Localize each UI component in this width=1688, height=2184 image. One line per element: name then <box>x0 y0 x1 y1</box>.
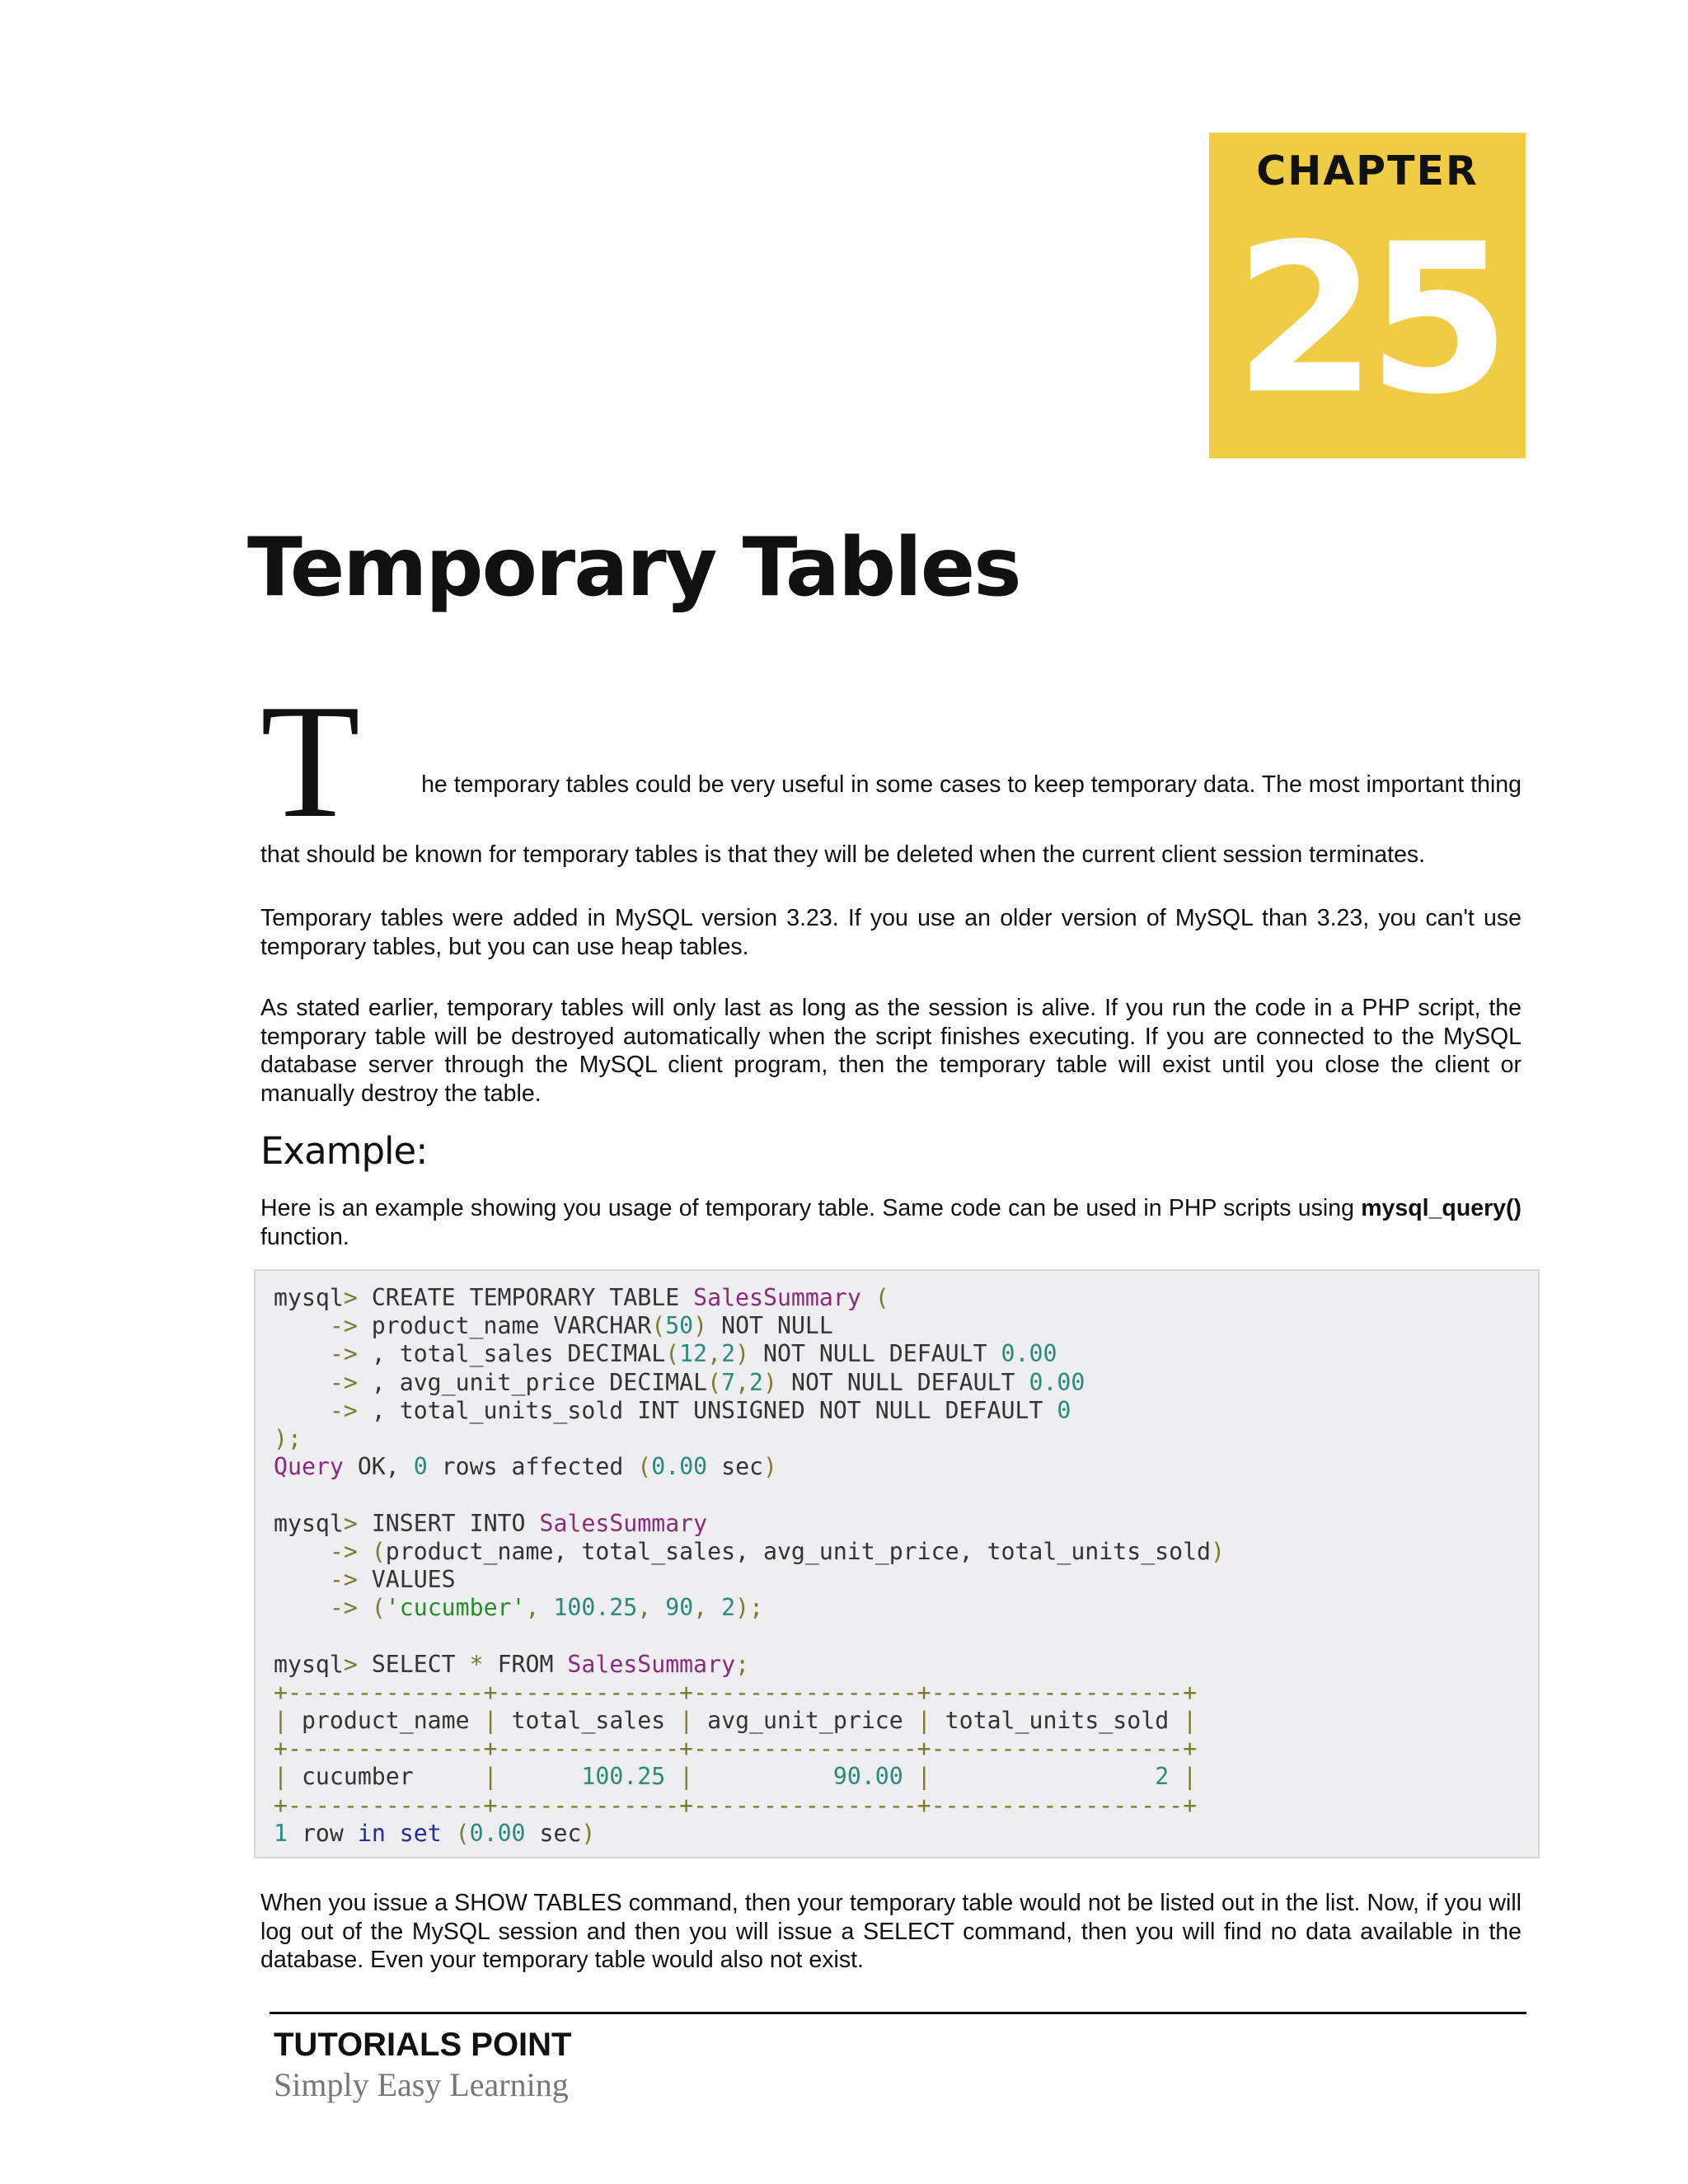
paragraph-show-tables: When you issue a SHOW TABLES command, then your temporary table would not be listed out in the list. Now, if you will log out of the MySQL session and then you will issue a SELECT command, then you will find no data available in the database. Even your temporary table would also not exist. <box>260 1890 1522 1973</box>
code-line: -> , total_units_sold INT UNSIGNED NOT NULL DEFAULT 0 <box>274 1396 1071 1424</box>
code-line: mysql> INSERT INTO SalesSummary <box>274 1509 708 1537</box>
example-text-before: Here is an example showing you usage of temporary table. Same code can be used in PHP scripts using <box>260 1195 1362 1221</box>
code-line: ); <box>274 1425 302 1453</box>
table-border: +--------------+-------------+----------------+------------------+ <box>274 1678 1198 1706</box>
code-line: 1 row in set (0.00 sec) <box>274 1819 596 1847</box>
code-line: -> , avg_unit_price DECIMAL(7,2) NOT NULL DEFAULT 0.00 <box>274 1368 1085 1396</box>
code-line: -> ('cucumber', 100.25, 90, 2); <box>274 1594 764 1622</box>
example-text-after: function. <box>260 1223 349 1250</box>
footer-divider <box>270 2012 1526 2014</box>
example-heading: Example: <box>260 1129 428 1173</box>
page-title: Temporary Tables <box>247 521 1020 615</box>
code-line: mysql> SELECT * FROM SalesSummary; <box>274 1650 750 1678</box>
code-block <box>254 1269 1540 1858</box>
example-intro <box>260 1194 1522 1251</box>
code-line: Query OK, 0 rows affected (0.00 sec) <box>274 1453 778 1481</box>
code-line: -> VALUES <box>274 1566 456 1594</box>
chapter-badge <box>1209 133 1526 458</box>
drop-cap: T <box>260 671 360 851</box>
code-line: -> (product_name, total_sales, avg_unit_price, total_units_sold) <box>274 1537 1226 1565</box>
intro-line-2: that should be known for temporary tables is that they will be deleted when the current client session terminates. <box>260 841 1426 868</box>
code-line: -> product_name VARCHAR(50) NOT NULL <box>274 1312 833 1340</box>
table-header-row: | product_name | total_sales | avg_unit_price | total_units_sold | <box>274 1707 1198 1735</box>
code-line: -> , total_sales DECIMAL(12,2) NOT NULL DEFAULT 0.00 <box>274 1340 1057 1368</box>
table-border: +--------------+-------------+----------------+------------------+ <box>274 1735 1198 1763</box>
footer-tagline: Simply Easy Learning <box>274 2066 569 2103</box>
code-line: mysql> CREATE TEMPORARY TABLE SalesSummary ( <box>274 1284 889 1311</box>
chapter-number: 25 <box>1234 199 1501 439</box>
table-data-row: | cucumber | 100.25 | 90.00 | 2 | <box>274 1763 1198 1791</box>
chapter-label: CHAPTER <box>1256 148 1479 194</box>
intro-line-1: he temporary tables could be very useful in some cases to keep temporary data. The most important thing <box>421 771 1522 798</box>
table-border: +--------------+-------------+----------------+------------------+ <box>274 1791 1198 1819</box>
footer-brand: TUTORIALS POINT <box>274 2027 572 2063</box>
paragraph-session: As stated earlier, temporary tables will only last as long as the session is alive. If you run the code in a PHP script, the temporary table will be destroyed automatically when the script finishes executing. If you are connected to the MySQL database server through the MySQL client program, then the temporary table will exist until you close the client or manually destroy the table. <box>260 995 1522 1107</box>
paragraph-version: Temporary tables were added in MySQL version 3.23. If you use an older version of MySQL than 3.23, you can't use temporary tables, but you can use heap tables. <box>260 905 1522 960</box>
function-name: mysql_query() <box>1361 1195 1522 1221</box>
